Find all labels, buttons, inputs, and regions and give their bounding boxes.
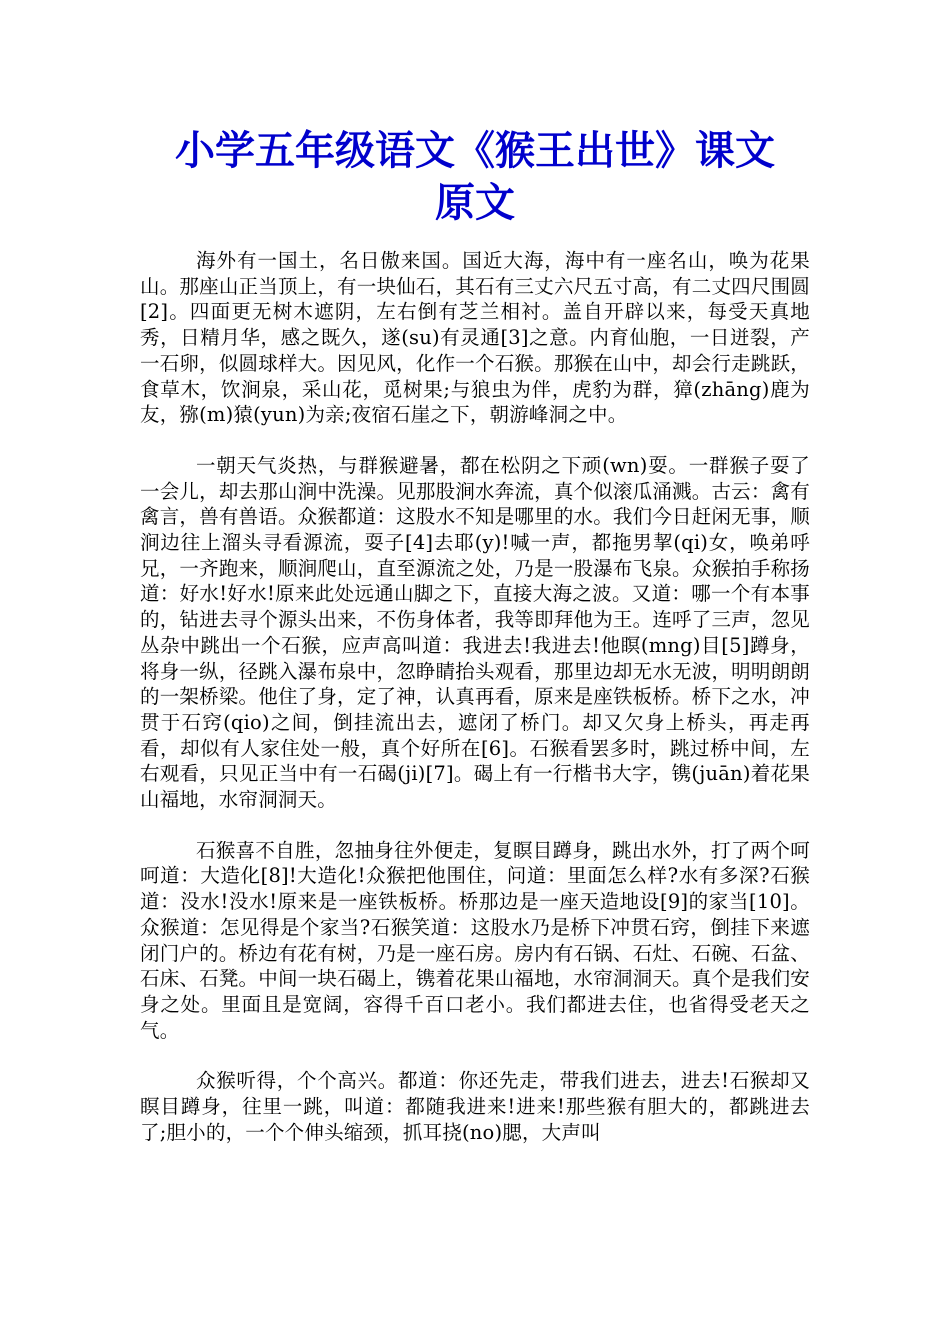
paragraph-3: 石猴喜不自胜，忽抽身往外便走，复瞑目蹲身，跳出水外，打了两个呵呵道：大造化[8]!大造化!众猴把他围住，问道：里面怎么样?水有多深?石猴道：没水!没水!原来是一座铁板桥。桥那边是一座天造地设[9]的家当[10]。众猴道：怎见得是个家当?石猴笑道：这股水乃是桥下冲贯石窍，倒挂下来遮闭门户的。桥边有花有树，乃是一座石房。房内有石锅、石灶、石碗、石盆、石床、石凳。中间一块石碣上，镌着花果山福地，水帘洞洞天。真个是我们安身之处。里面且是宽阔，容得千百口老小。我们都进去住，也省得受老天之气。 xyxy=(140,838,810,1042)
document-body xyxy=(140,248,810,1171)
title-line-2: 原文 xyxy=(435,179,515,226)
document-title xyxy=(140,125,810,229)
paragraph-4: 众猴听得，个个高兴。都道：你还先走，带我们进去，进去!石猴却又瞑目蹲身，往里一跳，叫道：都随我进来!进来!那些猴有胆大的，都跳进去了;胆小的，一个个伸头缩颈，抓耳挠(no)腮，大声叫 xyxy=(140,1069,810,1144)
paragraph-2: 一朝天气炎热，与群猴避暑，都在松阴之下顽(wn)耍。一群猴子耍了一会儿，却去那山涧中洗澡。见那股涧水奔流，真个似滚瓜涌溅。古云：禽有禽言，兽有兽语。众猴都道：这股水不知是哪里的水。我们今日赶闲无事，顺涧边往上溜头寻看源流，耍子[4]去耶(y)!喊一声，都拖男挈(qi)女，唤弟呼兄，一齐跑来，顺涧爬山，直至源流之处，乃是一股瀑布飞泉。众猴拍手称扬道：好水!好水!原来此处远通山脚之下，直接大海之波。又道：哪一个有本事的，钻进去寻个源头出来，不伤身体者，我等即拜他为王。连呼了三声，忽见丛杂中跳出一个石猴，应声高叫道：我进去!我进去!他瞑(mng)目[5]蹲身，将身一纵，径跳入瀑布泉中，忽睁睛抬头观看，那里边却无水无波，明明朗朗的一架桥梁。他住了身，定了神，认真再看，原来是座铁板桥。桥下之水，冲贯于石窍(qio)之间，倒挂流出去，遮闭了桥门。却又欠身上桥头，再走再看，却似有人家住处一般，真个好所在[6]。石猴看罢多时，跳过桥中间，左右观看，只见正当中有一石碣(ji)[7]。碣上有一行楷书大字，镌(juān)着花果山福地，水帘洞洞天。 xyxy=(140,453,810,812)
paragraph-1: 海外有一国土，名日傲来国。国近大海，海中有一座名山，唤为花果山。那座山正当顶上，有一块仙石，其石有三丈六尺五寸高，有二丈四尺围圆[2]。四面更无树木遮阴，左右倒有芝兰相衬。盖自开辟以来，每受天真地秀，日精月华，感之既久，遂(su)有灵通[3]之意。内育仙胞，一日迸裂，产一石卵，似圆球样大。因见风，化作一个石猴。那猴在山中，却会行走跳跃，食草木，饮涧泉，采山花，觅树果;与狼虫为伴，虎豹为群，獐(zhāng)鹿为友，猕(m)猿(yun)为亲;夜宿石崖之下，朝游峰洞之中。 xyxy=(140,249,810,427)
title-line-1: 小学五年级语文《猴王出世》课文 xyxy=(175,127,775,174)
